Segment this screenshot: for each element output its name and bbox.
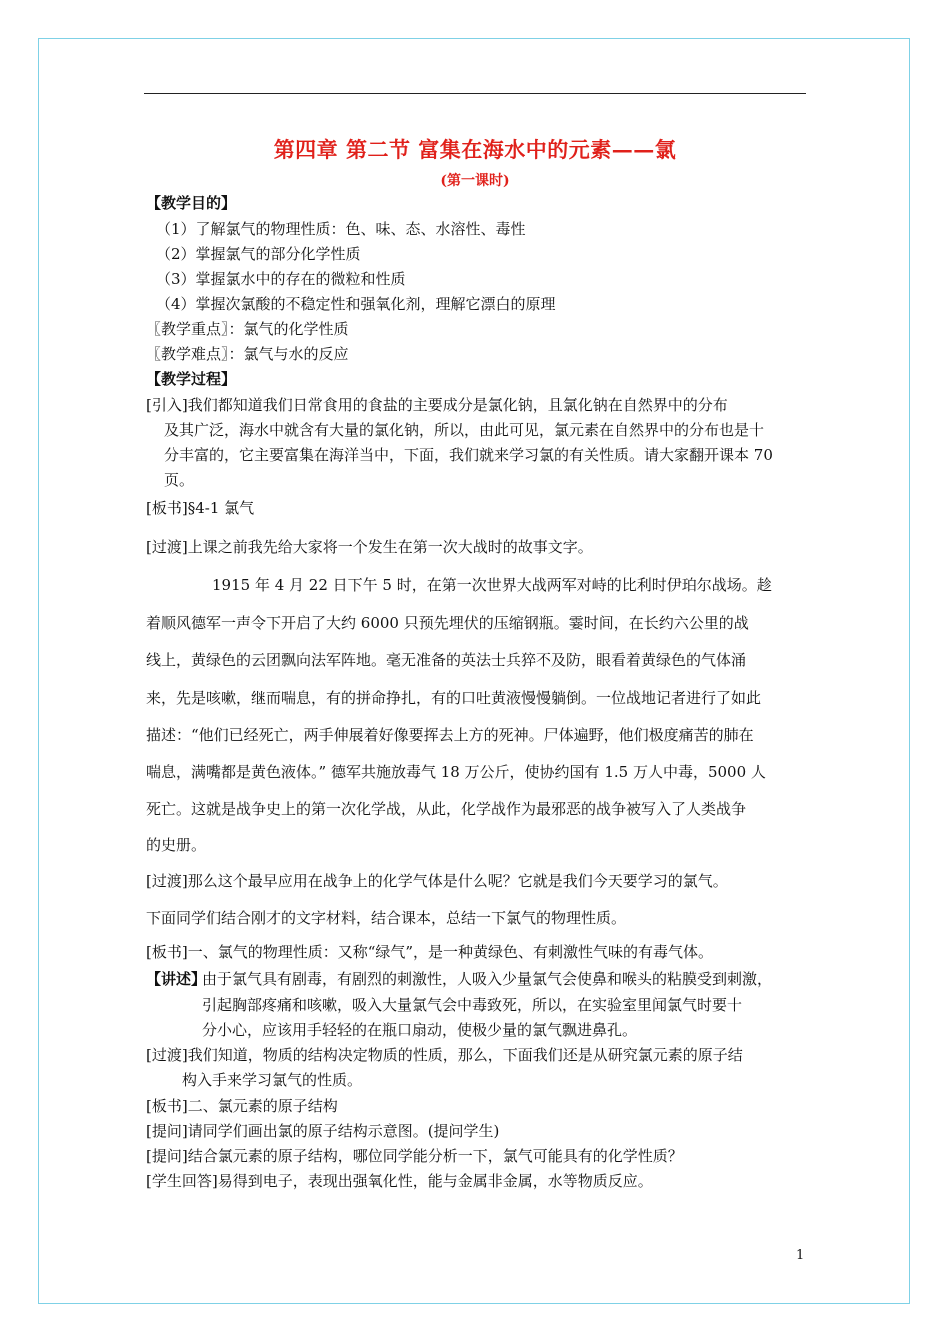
question-note: [提问]请同学们画出氯的原子结构示意图。(提问学生): [146, 1122, 500, 1140]
story-line: 死亡。这就是战争史上的第一次化学战，从此，化学战作为最邪恶的战争被写入了人类战争: [146, 800, 747, 818]
narration-lead: 【讲述】: [146, 970, 207, 988]
header-rule: [144, 93, 806, 94]
transition-note: 构入手来学习氯气的性质。: [182, 1071, 363, 1089]
story-line: 线上，黄绿色的云团飘向法军阵地。毫无准备的英法士兵猝不及防，眼看着黄绿色的气体涌: [146, 651, 747, 669]
intro-line: 及其广泛，海水中就含有大量的氯化钠，所以，由此可见，氯元素在自然界中的分布也是十: [164, 421, 765, 439]
story-line: 来，先是咳嗽，继而喘息，有的拼命挣扎，有的口吐黄液慢慢躺倒。一位战地记者进行了如此: [146, 689, 762, 707]
transition-note: [过渡]那么这个最早应用在战争上的化学气体是什么呢？它就是我们今天要学习的氯气。: [146, 872, 728, 890]
intro-line: [引入]我们都知道我们日常食用的食盐的主要成分是氯化钠，且氯化钠在自然界中的分布: [146, 396, 728, 414]
process-heading: 【教学过程】: [146, 370, 237, 388]
intro-line: 页。: [164, 471, 195, 489]
objective-item: （1）了解氯气的物理性质：色、味、态、水溶性、毒性: [156, 220, 526, 238]
student-answer: [学生回答]易得到电子，表现出强氧化性，能与金属非金属，水等物质反应。: [146, 1172, 653, 1190]
page-number: 1: [796, 1248, 805, 1263]
board-note: [板书]二、氯元素的原子结构: [146, 1097, 338, 1115]
board-note: [板书]§4-1 氯气: [146, 499, 255, 517]
intro-line: 分丰富的，它主要富集在海洋当中，下面，我们就来学习氯的有关性质。请大家翻开课本 70: [164, 446, 773, 464]
transition-note: [过渡]上课之前我先给大家将一个发生在第一次大战时的故事文字。: [146, 538, 593, 556]
story-line: 的史册。: [146, 836, 207, 854]
board-note: [板书]一、氯气的物理性质：又称“绿气”，是一种黄绿色、有刺激性气味的有毒气体。: [146, 943, 714, 961]
page-title: 第四章 第二节 富集在海水中的元素——氯: [273, 137, 677, 162]
objective-item: （2）掌握氯气的部分化学性质: [156, 245, 361, 263]
story-line: 着顺风德军一声令下开启了大约 6000 只预先埋伏的压缩钢瓶。霎时间，在长约六公里的战: [146, 614, 749, 632]
story-line: 1915 年 4 月 22 日下午 5 时，在第一次世界大战两军对峙的比利时伊珀尔战场。趁: [212, 576, 772, 594]
objectives-heading: 【教学目的】: [146, 194, 237, 212]
story-line: 描述：“他们已经死亡，两手伸展着好像要挥去上方的死神。尸体遍野，他们极度痛苦的肺在: [146, 726, 754, 744]
difficulty: 〖教学难点〗：氯气与水的反应: [146, 345, 349, 363]
narration-line: 分小心，应该用手轻轻的在瓶口扇动，使极少量的氯气飘进鼻孔。: [202, 1021, 638, 1039]
transition-note: [过渡]我们知道，物质的结构决定物质的性质，那么，下面我们还是从研究氯元素的原子结: [146, 1046, 743, 1064]
objective-item: （3）掌握氯水中的存在的微粒和性质: [156, 270, 406, 288]
narration-line: 由于氯气具有剧毒，有剧烈的刺激性，人吸入少量氯气会使鼻和喉头的粘膜受到刺激，: [202, 970, 773, 988]
question-note: [提问]结合氯元素的原子结构，哪位同学能分析一下，氯气可能具有的化学性质？: [146, 1147, 683, 1165]
story-line: 喘息，满嘴都是黄色液体。” 德军共施放毒气 18 万公斤，使协约国有 1.5 万人中毒，5000 人: [146, 763, 766, 781]
narration-line: 引起胸部疼痛和咳嗽，吸入大量氯气会中毒致死，所以，在实验室里闻氯气时要十: [202, 996, 743, 1014]
page-subtitle: (第一课时): [440, 173, 510, 189]
objective-item: （4）掌握次氯酸的不稳定性和强氧化剂，理解它漂白的原理: [156, 295, 556, 313]
key-point: 〖教学重点〗：氯气的化学性质: [146, 320, 349, 338]
transition-note: 下面同学们结合刚才的文字材料，结合课本，总结一下氯气的物理性质。: [146, 909, 627, 927]
